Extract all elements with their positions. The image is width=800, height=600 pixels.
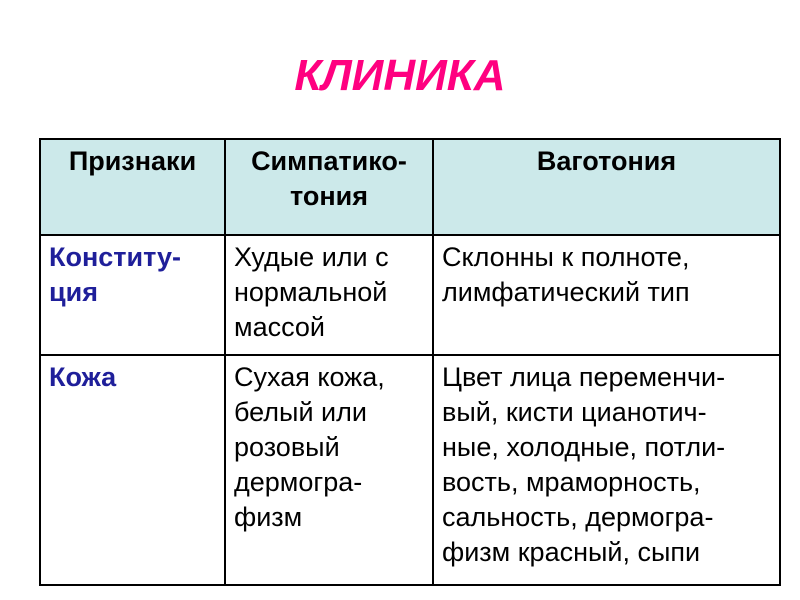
header-sympathicotonia-line: Симпатико- xyxy=(251,146,407,176)
cell-line: сальность, дермогра- xyxy=(442,502,714,532)
slide-title: КЛИНИКА xyxy=(294,51,506,100)
header-vagotonia xyxy=(433,139,780,235)
cell-line: Склонны к полноте, xyxy=(442,242,690,272)
cell-constitution-sympathicotonia xyxy=(225,235,433,355)
header-vagotonia-text: Ваготония xyxy=(536,146,677,176)
cell-line: белый или xyxy=(234,397,367,427)
cell-line: ные, холодные, потли- xyxy=(442,432,726,462)
cell-line: массой xyxy=(234,312,325,342)
cell-line: Цвет лица переменчи- xyxy=(442,362,726,392)
row-label-line: Конститу- xyxy=(49,242,182,272)
cell-skin-vagotonia xyxy=(433,355,780,585)
row-label-line: Кожа xyxy=(49,362,117,392)
row-label-line: ция xyxy=(49,277,98,307)
row-label-skin xyxy=(40,355,225,585)
cell-line: дермогра- xyxy=(234,467,363,497)
cell-line: физм красный, сыпи xyxy=(442,537,701,567)
table-header xyxy=(40,139,780,235)
cell-skin-sympathicotonia xyxy=(225,355,433,585)
cell-line: физм xyxy=(234,502,303,532)
cell-line: вость, мраморность, xyxy=(442,467,701,497)
cell-line: лимфатический тип xyxy=(442,277,690,307)
cell-line: Худые или с xyxy=(234,242,389,272)
row-label-constitution xyxy=(40,235,225,355)
header-signs xyxy=(40,139,225,235)
cell-constitution-vagotonia xyxy=(433,235,780,355)
header-signs-text: Признаки xyxy=(68,146,197,176)
cell-line: вый, кисти цианотич- xyxy=(442,397,707,427)
cell-line: розовый xyxy=(234,432,340,462)
cell-line: Сухая кожа, xyxy=(234,362,385,392)
table-row-skin xyxy=(40,355,780,585)
table-row-constitution xyxy=(40,235,780,355)
header-sympathicotonia xyxy=(225,139,433,235)
comparison-table xyxy=(39,138,781,586)
cell-line: нормальной xyxy=(234,277,388,307)
header-row xyxy=(40,139,780,235)
header-sympathicotonia-line: тония xyxy=(289,181,369,211)
